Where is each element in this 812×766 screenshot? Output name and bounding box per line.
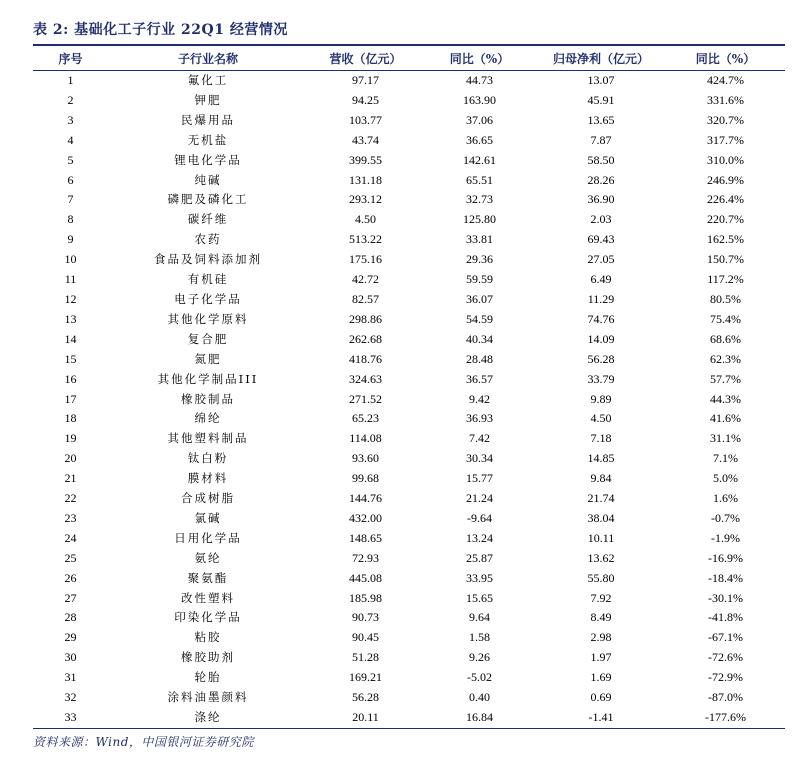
table-row [33,688,785,708]
cell-net-profit: 58.50 [587,152,615,167]
table-row [33,370,785,390]
table-container [33,44,785,729]
cell-revenue: 99.68 [352,471,379,486]
cell-profit-yoy: 1.6% [713,491,738,506]
table-row [33,131,785,151]
cell-net-profit: 1.97 [590,650,612,665]
cell-index: 19 [64,431,77,446]
table-row [33,111,785,131]
table-body [33,71,785,728]
cell-profit-yoy: 31.1% [710,431,741,446]
cell-subindustry: 食品及饲料添加剂 [154,252,262,267]
cell-profit-yoy: 331.6% [707,92,744,107]
cell-net-profit: -1.41 [588,710,614,724]
cell-revenue-yoy: 9.26 [469,650,490,665]
table-row [33,91,785,111]
cell-subindustry: 氯碱 [194,510,222,525]
cell-revenue: 114.08 [349,431,382,446]
cell-revenue-yoy: 54.59 [466,311,493,326]
cell-index: 33 [64,710,77,724]
column-header-revenue-yoy: 同比（%） [423,46,536,71]
cell-subindustry: 轮胎 [194,670,222,685]
table-row [33,330,785,350]
cell-profit-yoy: 62.3% [710,351,741,366]
cell-net-profit: 1.69 [590,670,612,685]
cell-index: 22 [64,491,77,506]
cell-index: 10 [64,252,77,267]
cell-net-profit: 69.43 [587,232,615,247]
header-row [33,46,785,71]
cell-profit-yoy: 5.0% [713,471,738,486]
cell-revenue-yoy: 142.61 [463,152,496,167]
cell-profit-yoy: -1.9% [711,530,740,545]
cell-net-profit: 11.29 [587,291,615,306]
cell-revenue-yoy: 33.81 [466,232,493,247]
cell-profit-yoy: 162.5% [707,232,744,247]
table-row [33,71,785,91]
table-row [33,210,785,230]
cell-net-profit: 55.80 [587,570,615,585]
cell-profit-yoy: -41.8% [708,610,743,625]
column-header-revenue: 营收（亿元） [308,46,423,71]
cell-net-profit: 74.76 [587,311,615,326]
cell-profit-yoy: -72.9% [708,670,743,685]
cell-index: 7 [67,192,74,207]
cell-revenue: 432.00 [349,510,382,525]
column-header-subindustry: 子行业名称 [108,46,308,71]
cell-profit-yoy: 68.6% [710,331,741,346]
cell-subindustry: 其他化学制品III [157,371,259,386]
cell-profit-yoy: 150.7% [707,252,744,267]
cell-profit-yoy: 310.0% [707,152,744,167]
cell-revenue-yoy: -9.64 [467,510,492,525]
cell-net-profit: 9.89 [590,391,612,406]
data-table [33,46,785,728]
cell-revenue-yoy: 9.42 [469,391,490,406]
cell-subindustry: 民爆用品 [181,112,235,127]
cell-profit-yoy: -18.4% [708,570,743,585]
cell-revenue-yoy: 37.06 [466,112,493,127]
table-row [33,509,785,529]
cell-revenue: 148.65 [349,530,382,545]
cell-index: 28 [64,610,77,625]
cell-net-profit: 2.98 [590,630,612,645]
cell-subindustry: 橡胶制品 [181,391,235,406]
cell-revenue: 56.28 [352,690,379,705]
cell-revenue: 262.68 [349,331,382,346]
cell-profit-yoy: 44.3% [710,391,741,406]
cell-index: 31 [64,670,77,685]
cell-net-profit: 2.03 [590,212,612,227]
cell-net-profit: 7.92 [590,590,612,605]
cell-net-profit: 7.87 [590,132,612,147]
cell-index: 2 [67,92,74,107]
table-row [33,668,785,688]
cell-index: 16 [64,371,77,386]
cell-revenue-yoy: 163.90 [463,92,496,107]
cell-index: 32 [64,690,77,705]
cell-revenue-yoy: 15.77 [466,471,493,486]
table-row [33,310,785,330]
bottom-rule [33,728,785,729]
cell-net-profit: 38.04 [587,510,615,525]
cell-revenue-yoy: 36.57 [466,371,493,386]
cell-revenue: 399.55 [349,152,382,167]
cell-subindustry: 电子化学品 [174,291,242,306]
cell-revenue-yoy: 32.73 [466,192,493,207]
cell-index: 21 [64,471,77,486]
table-row [33,628,785,648]
cell-subindustry: 绵纶 [194,411,222,426]
table-row [33,549,785,569]
cell-subindustry: 印染化学品 [174,610,242,625]
cell-revenue-yoy: 0.40 [469,690,490,705]
table-row [33,648,785,668]
table-row [33,350,785,370]
cell-revenue-yoy: 25.87 [466,550,493,565]
cell-subindustry: 钛白粉 [187,451,229,466]
cell-profit-yoy: -177.6% [705,710,746,724]
table-row [33,429,785,449]
cell-subindustry: 碳纤维 [187,212,229,227]
cell-revenue: 82.57 [352,291,379,306]
cell-subindustry: 日用化学品 [174,530,242,545]
cell-revenue: 298.86 [349,311,382,326]
table-row [33,708,785,728]
cell-profit-yoy: 7.1% [713,451,738,466]
cell-revenue: 175.16 [349,252,382,267]
cell-subindustry: 农药 [194,232,222,247]
cell-net-profit: 36.90 [587,192,615,207]
cell-revenue: 4.50 [355,212,376,227]
cell-index: 15 [64,351,77,366]
cell-revenue-yoy: 36.65 [466,132,493,147]
cell-revenue-yoy: 1.58 [469,630,490,645]
cell-profit-yoy: 226.4% [707,192,744,207]
cell-net-profit: 8.49 [590,610,612,625]
cell-index: 9 [67,232,74,247]
cell-revenue-yoy: 21.24 [466,491,493,506]
cell-profit-yoy: -0.7% [711,510,740,525]
cell-subindustry: 有机硅 [187,272,229,287]
cell-revenue-yoy: 9.64 [469,610,490,625]
cell-revenue-yoy: 44.73 [466,73,493,87]
table-row [33,290,785,310]
cell-index: 17 [64,391,77,406]
cell-revenue-yoy: 40.34 [466,331,493,346]
cell-subindustry: 涂料油墨颜料 [167,690,249,705]
table-row [33,171,785,191]
cell-net-profit: 10.11 [587,530,615,545]
cell-net-profit: 14.85 [587,451,615,466]
cell-index: 29 [64,630,77,645]
cell-revenue: 445.08 [349,570,382,585]
cell-subindustry: 涤纶 [194,710,222,724]
cell-index: 18 [64,411,77,426]
cell-profit-yoy: 80.5% [710,291,741,306]
cell-net-profit: 4.50 [590,411,612,426]
table-row [33,250,785,270]
cell-revenue-yoy: 16.84 [466,710,493,724]
table-row [33,449,785,469]
cell-subindustry: 氟化工 [187,73,229,87]
cell-revenue-yoy: 59.59 [466,272,493,287]
cell-index: 25 [64,550,77,565]
cell-subindustry: 无机盐 [187,132,229,147]
cell-revenue: 42.72 [352,272,379,287]
cell-revenue: 97.17 [352,73,379,87]
cell-revenue: 90.73 [352,610,379,625]
cell-profit-yoy: 424.7% [707,73,744,87]
column-header-profit-yoy: 同比（%） [666,46,785,71]
cell-net-profit: 0.69 [590,690,612,705]
cell-index: 13 [64,311,77,326]
cell-net-profit: 14.09 [587,331,615,346]
cell-index: 5 [67,152,74,167]
cell-net-profit: 13.62 [587,550,615,565]
cell-revenue: 51.28 [352,650,379,665]
cell-net-profit: 6.49 [590,272,612,287]
cell-revenue: 65.23 [352,411,379,426]
cell-profit-yoy: -87.0% [708,690,743,705]
cell-subindustry: 聚氨酯 [187,570,229,585]
cell-revenue: 418.76 [349,351,382,366]
cell-subindustry: 复合肥 [187,331,229,346]
cell-subindustry: 膜材料 [187,471,229,486]
table-row [33,489,785,509]
cell-profit-yoy: 41.6% [710,411,741,426]
cell-revenue: 185.98 [349,590,382,605]
cell-subindustry: 氨纶 [194,550,222,565]
cell-subindustry: 橡胶助剂 [181,650,235,665]
cell-index: 4 [67,132,74,147]
cell-index: 14 [64,331,77,346]
cell-net-profit: 33.79 [587,371,615,386]
cell-revenue: 20.11 [352,710,379,724]
cell-net-profit: 13.65 [587,112,615,127]
cell-profit-yoy: -67.1% [708,630,743,645]
cell-profit-yoy: -16.9% [708,550,743,565]
cell-profit-yoy: 75.4% [710,311,741,326]
cell-revenue-yoy: 65.51 [466,172,493,187]
table-row [33,529,785,549]
cell-profit-yoy: -72.6% [708,650,743,665]
cell-subindustry: 粘胶 [194,630,222,645]
cell-index: 30 [64,650,77,665]
cell-index: 3 [67,112,74,127]
cell-revenue-yoy: 13.24 [466,530,493,545]
table-row [33,469,785,489]
cell-subindustry: 其他塑料制品 [167,431,249,446]
cell-net-profit: 27.05 [587,252,615,267]
table-row [33,608,785,628]
cell-revenue: 144.76 [349,491,382,506]
cell-profit-yoy: 246.9% [707,172,744,187]
table-row [33,151,785,171]
cell-index: 24 [64,530,77,545]
cell-revenue: 94.25 [352,92,379,107]
cell-profit-yoy: 317.7% [707,132,744,147]
cell-profit-yoy: 57.7% [710,371,741,386]
column-header-index: 序号 [33,46,108,71]
table-row [33,230,785,250]
cell-revenue: 43.74 [352,132,379,147]
cell-revenue: 271.52 [349,391,382,406]
cell-revenue: 169.21 [349,670,382,685]
cell-subindustry: 改性塑料 [181,590,235,605]
cell-net-profit: 28.26 [587,172,615,187]
column-header-net-profit: 归母净利（亿元） [536,46,666,71]
cell-index: 6 [67,172,74,187]
table-row [33,569,785,589]
cell-subindustry: 其他化学原料 [167,311,249,326]
cell-subindustry: 锂电化学品 [174,152,242,167]
cell-index: 23 [64,510,77,525]
table-row [33,409,785,429]
cell-revenue-yoy: 36.93 [466,411,493,426]
cell-revenue: 93.60 [352,451,379,466]
cell-revenue-yoy: 125.80 [463,212,496,227]
cell-revenue: 324.63 [349,371,382,386]
cell-profit-yoy: 220.7% [707,212,744,227]
cell-revenue-yoy: 29.36 [466,252,493,267]
cell-index: 12 [64,291,77,306]
cell-net-profit: 45.91 [587,92,615,107]
cell-revenue: 103.77 [349,112,382,127]
cell-net-profit: 13.07 [587,73,615,87]
cell-revenue-yoy: -5.02 [467,670,492,685]
cell-index: 11 [64,272,77,287]
cell-net-profit: 9.84 [590,471,612,486]
cell-index: 8 [67,212,74,227]
cell-revenue-yoy: 28.48 [466,351,493,366]
table-row [33,190,785,210]
cell-subindustry: 氮肥 [194,351,222,366]
cell-index: 27 [64,590,77,605]
table-row [33,589,785,609]
cell-subindustry: 纯碱 [194,172,222,187]
cell-revenue: 293.12 [349,192,382,207]
cell-profit-yoy: 117.2% [707,272,744,287]
cell-subindustry: 钾肥 [194,92,222,107]
cell-revenue-yoy: 36.07 [466,291,493,306]
cell-revenue: 90.45 [352,630,379,645]
cell-net-profit: 56.28 [587,351,615,366]
cell-revenue-yoy: 33.95 [466,570,493,585]
table-row [33,270,785,290]
cell-net-profit: 7.18 [590,431,612,446]
cell-index: 20 [64,451,77,466]
cell-revenue-yoy: 15.65 [466,590,493,605]
cell-profit-yoy: -30.1% [708,590,743,605]
cell-subindustry: 磷肥及磷化工 [167,192,249,207]
cell-profit-yoy: 320.7% [707,112,744,127]
table-row [33,390,785,410]
table-title: 表 2: 基础化工子行业 22Q1 经营情况 [33,22,288,38]
cell-revenue-yoy: 7.42 [469,431,490,446]
cell-subindustry: 合成树脂 [181,491,235,506]
cell-revenue: 72.93 [352,550,379,565]
cell-revenue: 131.18 [349,172,382,187]
cell-revenue-yoy: 30.34 [466,451,493,466]
cell-index: 26 [64,570,77,585]
cell-net-profit: 21.74 [587,491,615,506]
source-note: 资料来源：Wind，中国银河证券研究院 [33,735,254,749]
cell-revenue: 513.22 [349,232,382,247]
cell-index: 1 [67,73,74,87]
